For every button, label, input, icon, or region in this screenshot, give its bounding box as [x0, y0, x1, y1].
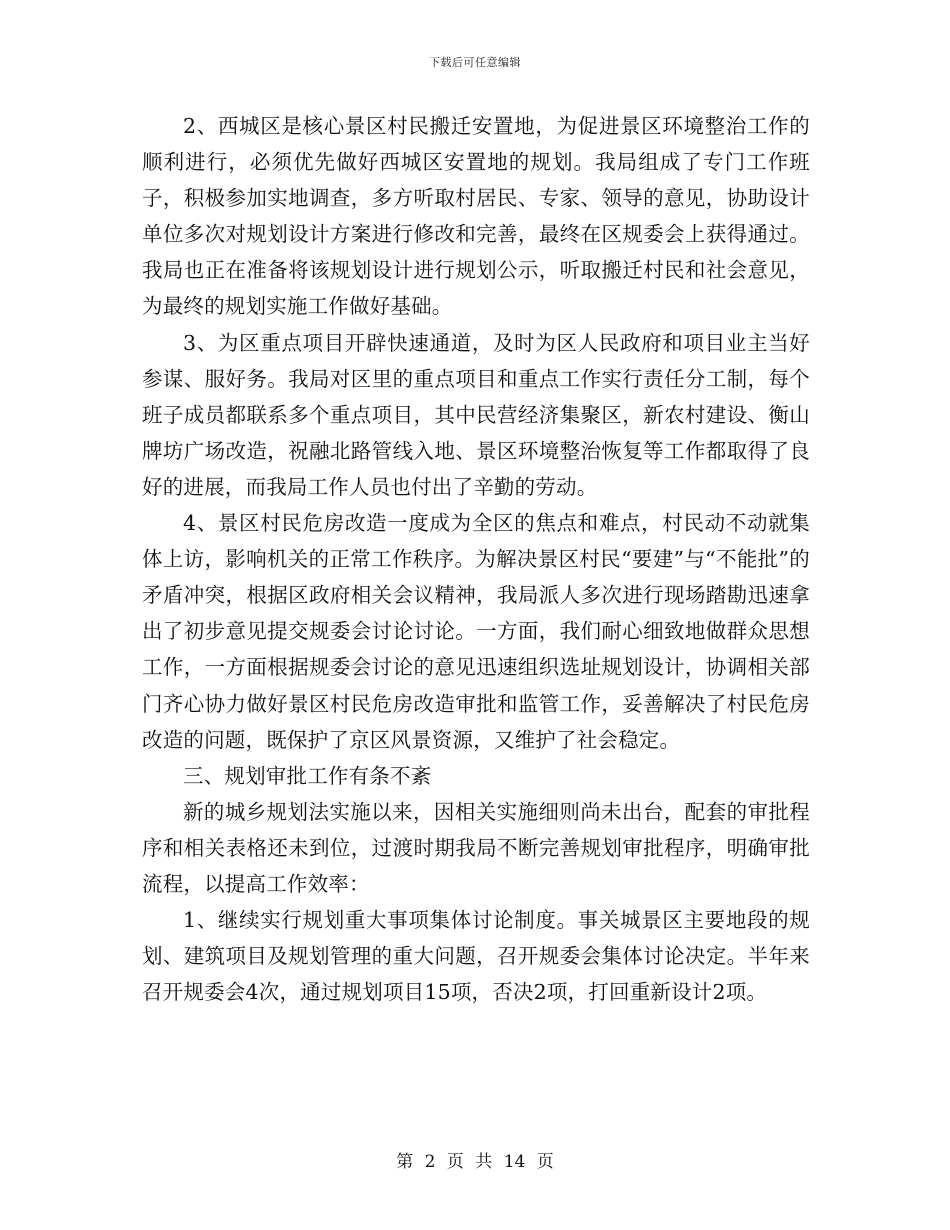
page-header: 下载后可任意编辑	[429, 56, 521, 69]
paragraph-new-planning-law: 新的城乡规划法实施以来，因相关实施细则尚未出台，配套的审批程序和相关表格还未到位，过渡时期我局不断完善规划审批程序，明确审批流程，以提高工作效率：	[142, 799, 810, 896]
paragraph-dangerous-housing: 4、景区村民危房改造一度成为全区的焦点和难点，村民动不动就集体上访，影响机关的正常工作秩序。为解决景区村民“要建”与“不能批”的矛盾冲突，根据区政府相关会议精神，我局派人多次进行现场踏勘迅速拿出了初步意见提交规委会讨论讨论。一方面，我们耐心细致地做群众思想工作，一方面根据规委会讨论的意见迅速组织选址规划设计，协调相关部门齐心协力做好景区村民危房改造审批和监管工作，妥善解决了村民危房改造的问题，既保护了京区风景资源，又维护了社会稳定。	[142, 511, 810, 752]
paragraph-west-district: 2、西城区是核心景区村民搬迁安置地，为促进景区环境整治工作的顺利进行，必须优先做好西城区安置地的规划。我局组成了专门工作班子，积极参加实地调查，多方听取村居民、专家、领导的意见，协助设计单位多次对规划设计方案进行修改和完善，最终在区规委会上获得通过。我局也正在准备将该规划设计进行规划公示，听取搬迁村民和社会意见，为最终的规划实施工作做好基础。	[142, 114, 810, 319]
section-heading-approval: 三、规划审批工作有条不紊	[183, 763, 432, 788]
document-body	[142, 108, 810, 1010]
page-footer: 第 2 页 共 14 页	[396, 1152, 554, 1172]
paragraph-collective-discussion: 1、继续实行规划重大事项集体讨论制度。事关城景区主要地段的规划、建筑项目及规划管理的重大问题，召开规委会集体讨论决定。半年来召开规委会4次，通过规划项目15项，否决2项，打回重新设计2项。	[142, 908, 810, 1005]
paragraph-key-projects: 3、为区重点项目开辟快速通道，及时为区人民政府和项目业主当好参谋、服好务。我局对区里的重点项目和重点工作实行责任分工制，每个班子成员都联系多个重点项目，其中民营经济集聚区，新农村建设、衡山牌坊广场改造，祝融北路管线入地、景区环境整治恢复等工作都取得了良好的进展，而我局工作人员也付出了辛勤的劳动。	[142, 330, 810, 499]
